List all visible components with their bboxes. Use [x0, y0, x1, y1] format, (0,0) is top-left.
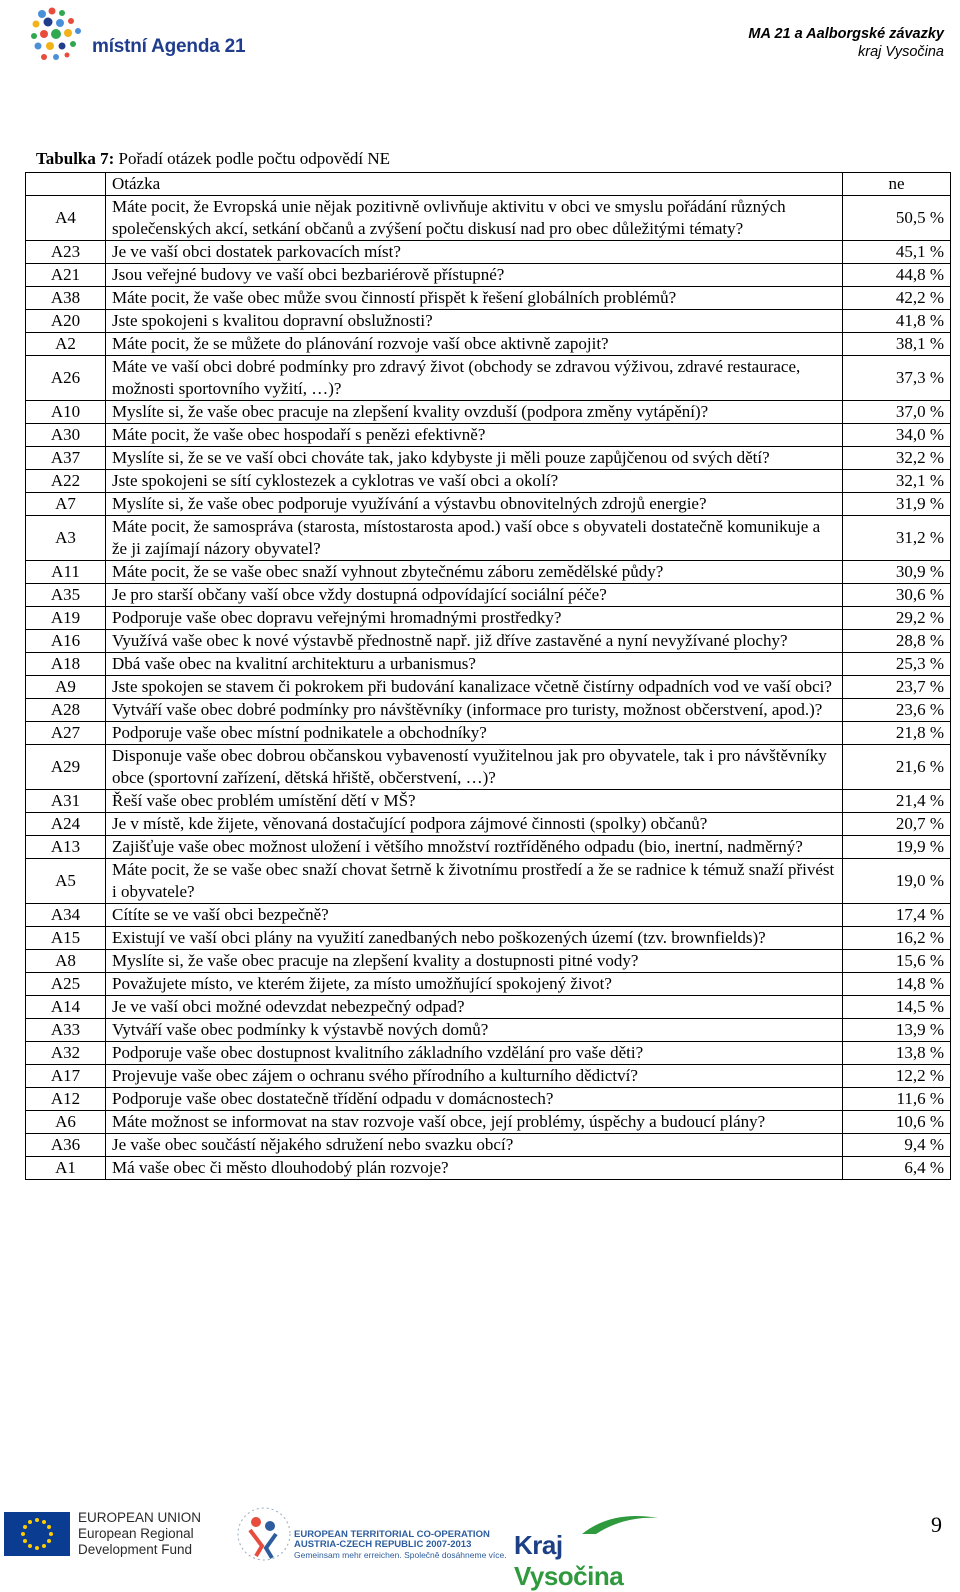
- question-code: A31: [26, 790, 106, 813]
- question-code: A12: [26, 1088, 106, 1111]
- eu-line1: EUROPEAN UNION: [78, 1510, 202, 1525]
- question-code: A1: [26, 1157, 106, 1180]
- table-row: [26, 996, 951, 1019]
- question-code: A21: [26, 264, 106, 287]
- question-text: Jste spokojeni se sítí cyklostezek a cyklotras ve vaší obci a okolí?: [106, 470, 843, 493]
- question-code: A23: [26, 241, 106, 264]
- question-text: Existují ve vaší obci plány na využití zanedbaných nebo poškozených území (tzv. brownfields)?: [106, 927, 843, 950]
- question-code: A38: [26, 287, 106, 310]
- no-answer-percent: 29,2 %: [843, 607, 951, 630]
- no-answer-percent: 13,8 %: [843, 1042, 951, 1065]
- no-answer-percent: 34,0 %: [843, 424, 951, 447]
- question-text: Zajišťuje vaše obec možnost uložení i většího množství roztříděného odpadu (bio, inertní, nadměrný?: [106, 836, 843, 859]
- question-text: Cítíte se ve vaší obci bezpečně?: [106, 904, 843, 927]
- no-answer-percent: 41,8 %: [843, 310, 951, 333]
- no-answer-percent: 45,1 %: [843, 241, 951, 264]
- table-row: [26, 310, 951, 333]
- question-text: Myslíte si, že vaše obec pracuje na zlepšení kvality ovzduší (podpora změny vytápění)?: [106, 401, 843, 424]
- table-row: [26, 424, 951, 447]
- vysocina-text: Vysočina: [514, 1561, 624, 1591]
- no-answer-percent: 23,7 %: [843, 676, 951, 699]
- question-code: A11: [26, 561, 106, 584]
- question-text: Má vaše obec či město dlouhodobý plán rozvoje?: [106, 1157, 843, 1180]
- no-answer-percent: 14,8 %: [843, 973, 951, 996]
- question-code: A10: [26, 401, 106, 424]
- table-row: [26, 1134, 951, 1157]
- kraj-vysocina-logo: [512, 1508, 662, 1591]
- questions-table-body: [26, 173, 951, 1180]
- question-text: Jste spokojeni s kvalitou dopravní obslužnosti?: [106, 310, 843, 333]
- question-text: Dbá vaše obec na kvalitní architekturu a urbanismus?: [106, 653, 843, 676]
- header-question-cell: Otázka: [106, 173, 843, 196]
- table-row: [26, 813, 951, 836]
- page-footer: [0, 1490, 960, 1591]
- table-row: [26, 699, 951, 722]
- table-row: [26, 1157, 951, 1180]
- question-code: A30: [26, 424, 106, 447]
- no-answer-percent: 30,6 %: [843, 584, 951, 607]
- table-row: [26, 859, 951, 904]
- eu-fund-text: [78, 1510, 201, 1558]
- table-row: [26, 447, 951, 470]
- question-code: A8: [26, 950, 106, 973]
- question-code: A5: [26, 859, 106, 904]
- table-row: [26, 1111, 951, 1134]
- no-answer-percent: 21,8 %: [843, 722, 951, 745]
- coop-line2: AUSTRIA-CZECH REPUBLIC 2007-2013: [294, 1539, 472, 1550]
- table-caption-label: Tabulka 7:: [36, 149, 115, 168]
- no-answer-percent: 31,2 %: [843, 516, 951, 561]
- no-answer-percent: 50,5 %: [843, 196, 951, 241]
- question-text: Je pro starší občany vaší obce vždy dostupná odpovídající sociální péče?: [106, 584, 843, 607]
- no-answer-percent: 11,6 %: [843, 1088, 951, 1111]
- question-text: Máte pocit, že se vaše obec snaží chovat šetrně k životnímu prostředí a že se radnice k témuž snaží přivést i obyvatele?: [106, 859, 843, 904]
- table-row: [26, 264, 951, 287]
- question-text: Podporuje vaše obec dostupnost kvalitního základního vzdělání pro vaše děti?: [106, 1042, 843, 1065]
- coop-line1: EUROPEAN TERRITORIAL CO-OPERATION: [294, 1529, 490, 1540]
- table-row: [26, 516, 951, 561]
- table-row: [26, 333, 951, 356]
- no-answer-percent: 32,2 %: [843, 447, 951, 470]
- table-row: [26, 1088, 951, 1111]
- no-answer-percent: 25,3 %: [843, 653, 951, 676]
- question-code: A13: [26, 836, 106, 859]
- question-code: A7: [26, 493, 106, 516]
- question-code: A28: [26, 699, 106, 722]
- table-row: [26, 470, 951, 493]
- table-row: [26, 241, 951, 264]
- question-code: A15: [26, 927, 106, 950]
- kraj-text: Kraj: [514, 1530, 563, 1560]
- question-text: Projevuje vaše obec zájem o ochranu svého přírodního a kulturního dědictví?: [106, 1065, 843, 1088]
- table-row: [26, 790, 951, 813]
- agenda21-logo: [28, 6, 248, 66]
- question-code: A9: [26, 676, 106, 699]
- table-row: [26, 561, 951, 584]
- cooperation-text: [294, 1530, 507, 1560]
- question-code: A25: [26, 973, 106, 996]
- question-text: Máte možnost se informovat na stav rozvoje vaší obce, její problémy, úspěchy a budoucí plány?: [106, 1111, 843, 1134]
- no-answer-percent: 37,3 %: [843, 356, 951, 401]
- question-code: A18: [26, 653, 106, 676]
- question-text: Řeší vaše obec problém umístění dětí v MŠ?: [106, 790, 843, 813]
- cooperation-figures-icon: [236, 1496, 292, 1572]
- table-row: [26, 973, 951, 996]
- page-number: 9: [931, 1512, 942, 1537]
- table-row: [26, 607, 951, 630]
- question-code: A6: [26, 1111, 106, 1134]
- no-answer-percent: 19,0 %: [843, 859, 951, 904]
- question-code: A16: [26, 630, 106, 653]
- question-text: Podporuje vaše obec dopravu veřejnými hromadnými prostředky?: [106, 607, 843, 630]
- question-text: Považujete místo, ve kterém žijete, za místo umožňující spokojený život?: [106, 973, 843, 996]
- no-answer-percent: 30,9 %: [843, 561, 951, 584]
- question-text: Je ve vaší obci možné odevzdat nebezpečný odpad?: [106, 996, 843, 1019]
- cross-border-cooperation-logo: [236, 1496, 507, 1576]
- question-text: Podporuje vaše obec dostatečně třídění odpadu v domácnostech?: [106, 1088, 843, 1111]
- table-row: [26, 493, 951, 516]
- table-row: [26, 356, 951, 401]
- question-text: Využívá vaše obec k nové výstavbě přednostně např. již dříve zastavěné a nyní nevyžívané plochy?: [106, 630, 843, 653]
- eu-line2: European Regional: [78, 1526, 194, 1541]
- question-text: Máte pocit, že Evropská unie nějak pozitivně ovlivňuje aktivitu v obci ve smyslu pořádání různých společenských akcí, setkání občanů a zvýšení počtu diskusí nad pro obec důležitými tématy?: [106, 196, 843, 241]
- no-answer-percent: 6,4 %: [843, 1157, 951, 1180]
- eu-flag-icon: [4, 1512, 70, 1556]
- table-row: [26, 676, 951, 699]
- no-answer-percent: 38,1 %: [843, 333, 951, 356]
- table-row: [26, 584, 951, 607]
- question-code: A35: [26, 584, 106, 607]
- question-text: Je ve vaší obci dostatek parkovacích míst?: [106, 241, 843, 264]
- agenda21-dots-icon: [28, 6, 90, 66]
- kraj-vysocina-text: [514, 1530, 662, 1592]
- no-answer-percent: 21,6 %: [843, 745, 951, 790]
- no-answer-percent: 16,2 %: [843, 927, 951, 950]
- question-text: Vytváří vaše obec podmínky k výstavbě nových domů?: [106, 1019, 843, 1042]
- no-answer-percent: 14,5 %: [843, 996, 951, 1019]
- question-code: A20: [26, 310, 106, 333]
- question-code: A37: [26, 447, 106, 470]
- table-row: [26, 287, 951, 310]
- header-value-cell: ne: [843, 173, 951, 196]
- no-answer-percent: 28,8 %: [843, 630, 951, 653]
- no-answer-percent: 10,6 %: [843, 1111, 951, 1134]
- no-answer-percent: 9,4 %: [843, 1134, 951, 1157]
- table-row: [26, 927, 951, 950]
- no-answer-percent: 31,9 %: [843, 493, 951, 516]
- question-text: Disponuje vaše obec dobrou občanskou vybaveností využitelnou jak pro obyvatele, tak i pro návštěvníky obce (sportovní zařízení, dětská hřiště, občerstvení, …)?: [106, 745, 843, 790]
- question-code: A26: [26, 356, 106, 401]
- question-code: A24: [26, 813, 106, 836]
- header-title: [748, 25, 944, 61]
- question-code: A2: [26, 333, 106, 356]
- no-answer-percent: 44,8 %: [843, 264, 951, 287]
- question-text: Máte ve vaší obci dobré podmínky pro zdravý život (obchody se zdravou výživou, zdravé restaurace, možnosti sportovního vyžití, …)?: [106, 356, 843, 401]
- coop-line3: Gemeinsam mehr erreichen. Společně dosáhneme více.: [294, 1550, 507, 1560]
- question-code: A33: [26, 1019, 106, 1042]
- table-row: [26, 722, 951, 745]
- question-code: A22: [26, 470, 106, 493]
- question-text: Máte pocit, že samospráva (starosta, místostarosta apod.) vaší obce s obyvateli dostatečně komunikuje a že ji zajímají názory obyvatel?: [106, 516, 843, 561]
- header-title-line1: MA 21 a Aalborgské závazky: [748, 26, 944, 42]
- table-row: [26, 836, 951, 859]
- question-text: Je vaše obec součástí nějakého sdružení nebo svazku obcí?: [106, 1134, 843, 1157]
- question-text: Myslíte si, že vaše obec podporuje využívání a výstavbu obnovitelných zdrojů energie?: [106, 493, 843, 516]
- no-answer-percent: 17,4 %: [843, 904, 951, 927]
- table-row: [26, 1019, 951, 1042]
- table-row: [26, 653, 951, 676]
- question-code: A34: [26, 904, 106, 927]
- question-code: A14: [26, 996, 106, 1019]
- table-header-row: [26, 173, 951, 196]
- table-caption-text: Pořadí otázek podle počtu odpovědí NE: [114, 149, 390, 168]
- question-text: Myslíte si, že vaše obec pracuje na zlepšení kvality a dostupnosti pitné vody?: [106, 950, 843, 973]
- table-row: [26, 196, 951, 241]
- table-caption: [36, 149, 390, 169]
- no-answer-percent: 19,9 %: [843, 836, 951, 859]
- no-answer-percent: 42,2 %: [843, 287, 951, 310]
- question-text: Máte pocit, že vaše obec hospodaří s penězi efektivně?: [106, 424, 843, 447]
- question-code: A29: [26, 745, 106, 790]
- table-row: [26, 1042, 951, 1065]
- no-answer-percent: 13,9 %: [843, 1019, 951, 1042]
- header-title-line2: kraj Vysočina: [858, 44, 944, 60]
- no-answer-percent: 21,4 %: [843, 790, 951, 813]
- header-code-cell: [26, 173, 106, 196]
- eu-line3: Development Fund: [78, 1542, 193, 1557]
- table-row: [26, 630, 951, 653]
- no-answer-percent: 32,1 %: [843, 470, 951, 493]
- question-code: A27: [26, 722, 106, 745]
- question-text: Podporuje vaše obec místní podnikatele a obchodníky?: [106, 722, 843, 745]
- question-code: A17: [26, 1065, 106, 1088]
- question-code: A36: [26, 1134, 106, 1157]
- question-text: Vytváří vaše obec dobré podmínky pro návštěvníky (informace pro turisty, možnost občerstvení, apod.)?: [106, 699, 843, 722]
- question-text: Je v místě, kde žijete, věnovaná dostačující podpora zájmové činnosti (spolky) občanů?: [106, 813, 843, 836]
- agenda21-logo-text: místní Agenda 21: [92, 36, 246, 57]
- question-code: A4: [26, 196, 106, 241]
- question-text: Máte pocit, že se vaše obec snaží vyhnout zbytečnému záboru zemědělské půdy?: [106, 561, 843, 584]
- table-row: [26, 950, 951, 973]
- question-code: A32: [26, 1042, 106, 1065]
- table-row: [26, 1065, 951, 1088]
- no-answer-percent: 37,0 %: [843, 401, 951, 424]
- no-answer-percent: 20,7 %: [843, 813, 951, 836]
- question-code: A3: [26, 516, 106, 561]
- question-text: Máte pocit, že vaše obec může svou činností přispět k řešení globálních problémů?: [106, 287, 843, 310]
- no-answer-percent: 12,2 %: [843, 1065, 951, 1088]
- table-row: [26, 401, 951, 424]
- question-text: Jste spokojen se stavem či pokrokem při budování kanalizace včetně čistírny odpadních vod ve vaší obci?: [106, 676, 843, 699]
- table-row: [26, 904, 951, 927]
- question-text: Myslíte si, že se ve vaší obci chováte tak, jako kdybyste ji měli pouze zapůjčenou od svých dětí?: [106, 447, 843, 470]
- table-row: [26, 745, 951, 790]
- questions-table: [25, 172, 951, 1180]
- question-code: A19: [26, 607, 106, 630]
- question-text: Jsou veřejné budovy ve vaší obci bezbariérově přístupné?: [106, 264, 843, 287]
- question-text: Máte pocit, že se můžete do plánování rozvoje vaší obce aktivně zapojit?: [106, 333, 843, 356]
- no-answer-percent: 15,6 %: [843, 950, 951, 973]
- no-answer-percent: 23,6 %: [843, 699, 951, 722]
